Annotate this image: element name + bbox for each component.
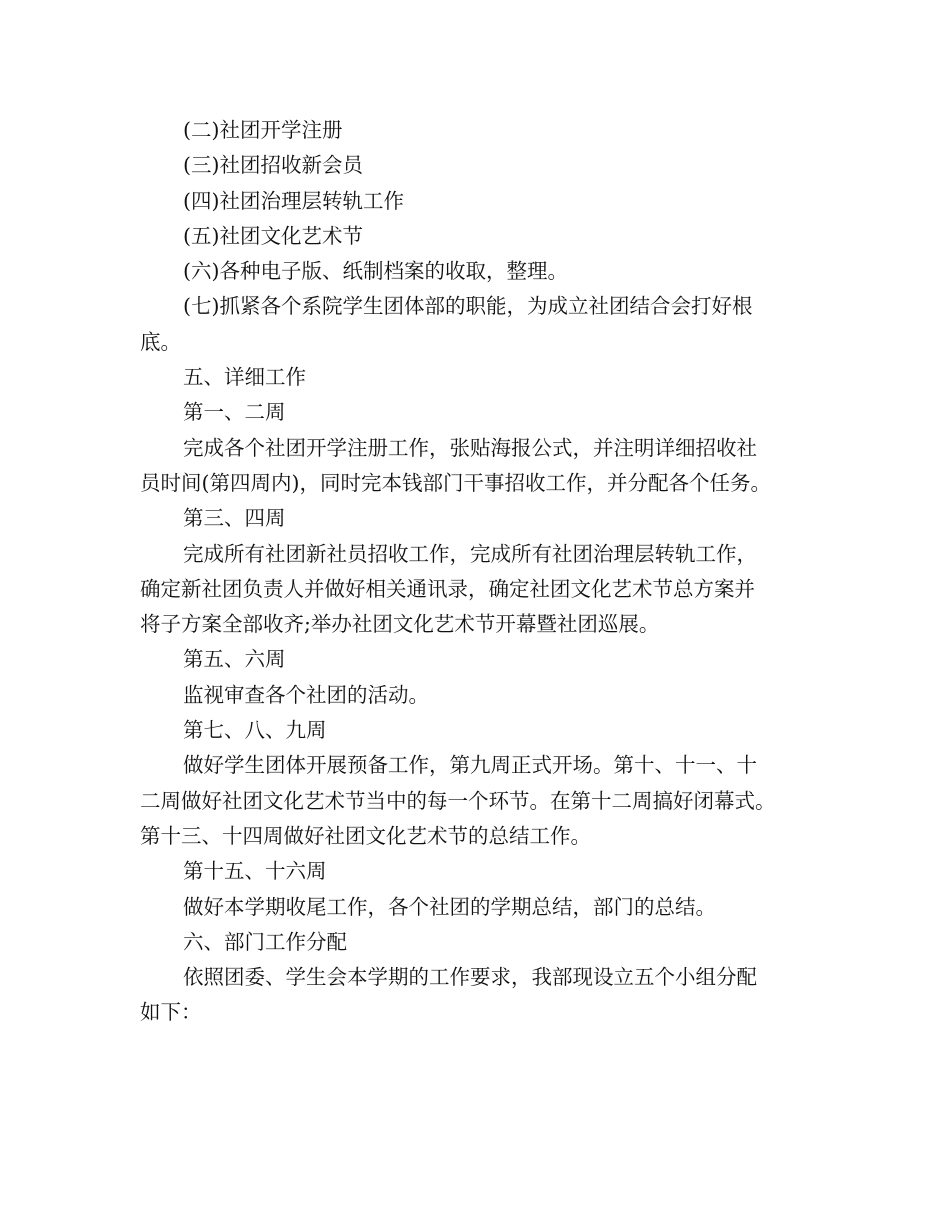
paragraph-assignment-line-1: 依照团委、学生会本学期的工作要求，我部现设立五个小组分配 — [183, 965, 757, 990]
list-item-7-continuation: 底。 — [140, 329, 181, 354]
list-item-3-member-recruitment: (三)社团招收新会员 — [183, 153, 363, 178]
section-heading-work-assignment: 六、部门工作分配 — [183, 929, 347, 954]
list-item-2-club-registration: (二)社团开学注册 — [183, 118, 343, 142]
document-body — [140, 113, 820, 1031]
list-item-4-management-transition: (四)社团治理层转轨工作 — [183, 188, 404, 213]
paragraph-weeks-1-2-line-1: 完成各个社团开学注册工作，张贴海报公式，并注明详细招收社 — [183, 435, 757, 460]
week-heading-15-16: 第十五、十六周 — [183, 859, 327, 884]
paragraph-weeks-3-4-line-2: 确定新社团负责人并做好相关通讯录，确定社团文化艺术节总方案并 — [140, 576, 755, 601]
section-heading-detailed-work: 五、详细工作 — [183, 365, 306, 390]
paragraph-weeks-7-9-line-1: 做好学生团体开展预备工作，第九周正式开场。第十、十一、十 — [183, 753, 757, 778]
paragraph-weeks-7-9-line-2: 二周做好社团文化艺术节当中的每一个环节。在第十二周搞好闭幕式。 — [140, 788, 776, 813]
paragraph-assignment-line-2: 如下： — [140, 1000, 202, 1025]
week-heading-1-2: 第一、二周 — [183, 400, 286, 425]
week-heading-3-4: 第三、四周 — [183, 506, 286, 531]
paragraph-weeks-5-6: 监视审查各个社团的活动。 — [183, 682, 429, 707]
list-item-7-department-functions: (七)抓紧各个系院学生团体部的职能，为成立社团结合会打好根 — [183, 294, 753, 319]
paragraph-weeks-7-9-line-3: 第十三、十四周做好社团文化艺术节的总结工作。 — [140, 823, 591, 848]
paragraph-weeks-3-4-line-1: 完成所有社团新社员招收工作，完成所有社团治理层转轨工作， — [183, 541, 757, 566]
paragraph-weeks-15-16: 做好本学期收尾工作，各个社团的学期总结，部门的总结。 — [183, 894, 716, 919]
paragraph-weeks-3-4-line-3: 将子方案全部收齐;举办社团文化艺术节开幕暨社团巡展。 — [140, 612, 660, 637]
week-heading-5-6: 第五、六周 — [183, 647, 286, 672]
list-item-5-culture-festival: (五)社团文化艺术节 — [183, 223, 363, 248]
week-heading-7-9: 第七、八、九周 — [183, 718, 327, 743]
paragraph-weeks-1-2-line-2: 员时间(第四周内)，同时完本钱部门干事招收工作，并分配各个任务。 — [140, 470, 771, 495]
list-item-6-archives: (六)各种电子版、纸制档案的收取，整理。 — [183, 259, 568, 284]
